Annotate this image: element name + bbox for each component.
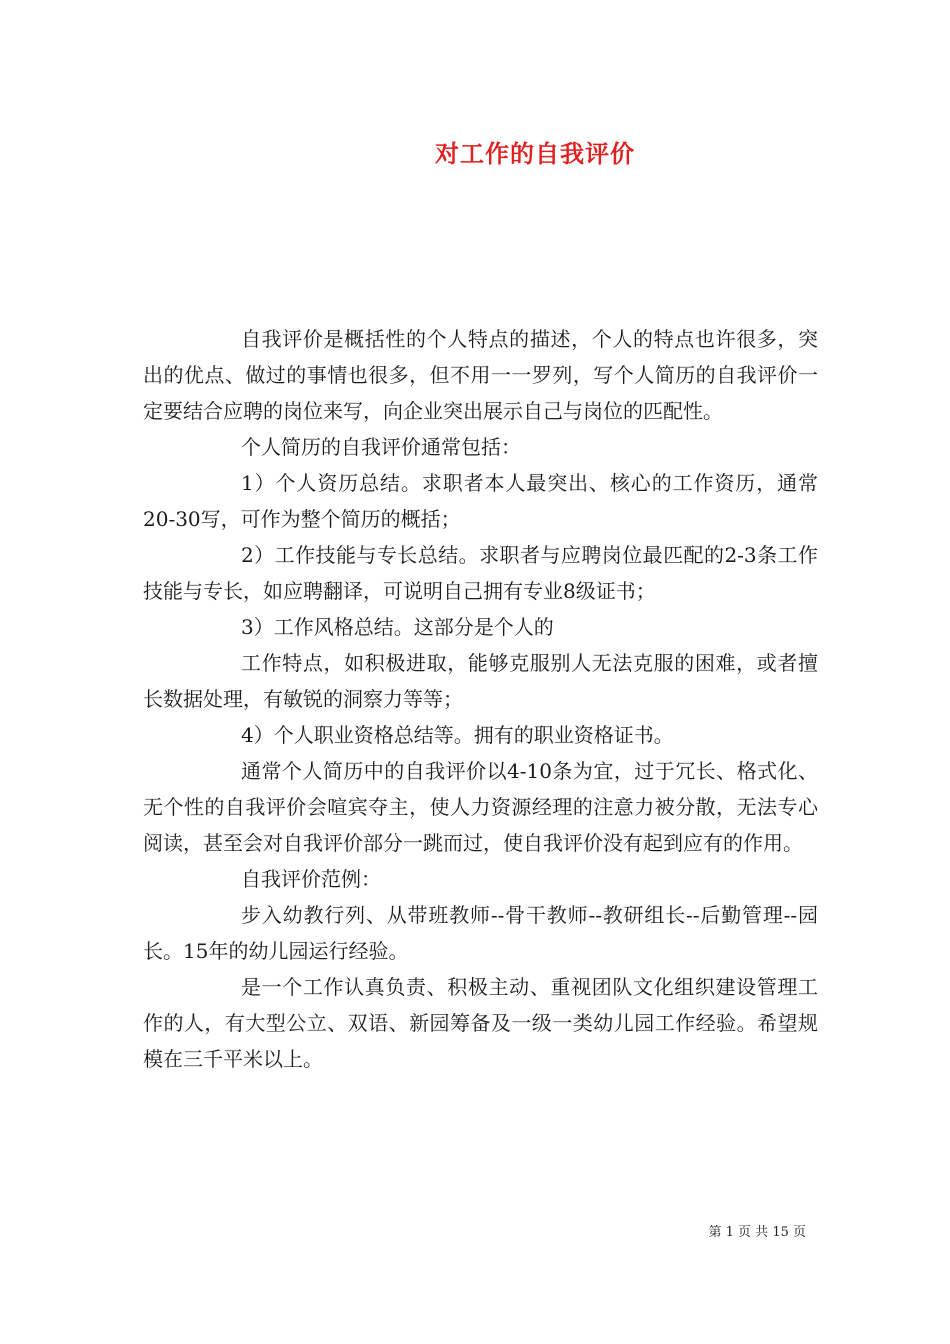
document-title: 对工作的自我评价 — [435, 139, 635, 168]
paragraph: 是一个工作认真负责、积极主动、重视团队文化组织建设管理工作的人，有大型公立、双语、新园筹备及一级一类幼儿园工作经验。希望规模在三千平米以上。 — [143, 975, 818, 1071]
paragraph: 工作特点，如积极进取，能够克服别人无法克服的困难，或者擅长数据处理，有敏锐的洞察力等等； — [143, 651, 818, 711]
page-number-footer: 第 1 页 共 15 页 — [708, 1225, 806, 1240]
document-body — [143, 321, 818, 1077]
paragraph: 自我评价是概括性的个人特点的描述，个人的特点也许很多，突出的优点、做过的事情也很多，但不用一一罗列，写个人简历的自我评价一定要结合应聘的岗位来写，向企业突出展示自己与岗位的匹配性。 — [143, 327, 818, 423]
paragraph: 3）工作风格总结。这部分是个人的 — [241, 615, 554, 639]
paragraph: 4）个人职业资格总结等。拥有的职业资格证书。 — [241, 723, 674, 747]
paragraph: 自我评价范例： — [241, 867, 381, 891]
paragraph: 1）个人资历总结。求职者本人最突出、核心的工作资历，通常20-30写，可作为整个简历的概括； — [143, 471, 818, 531]
paragraph: 2）工作技能与专长总结。求职者与应聘岗位最匹配的2-3条工作技能与专长，如应聘翻译，可说明自己拥有专业8级证书； — [143, 543, 818, 603]
paragraph: 通常个人简历中的自我评价以4-10条为宜，过于冗长、格式化、无个性的自我评价会喧宾夺主，使人力资源经理的注意力被分散，无法专心阅读，甚至会对自我评价部分一跳而过，使自我评价没有起到应有的作用。 — [143, 759, 818, 855]
paragraph: 个人简历的自我评价通常包括： — [241, 435, 521, 459]
paragraph: 步入幼教行列、从带班教师--骨干教师--教研组长--后勤管理--园长。15年的幼儿园运行经验。 — [143, 903, 818, 963]
